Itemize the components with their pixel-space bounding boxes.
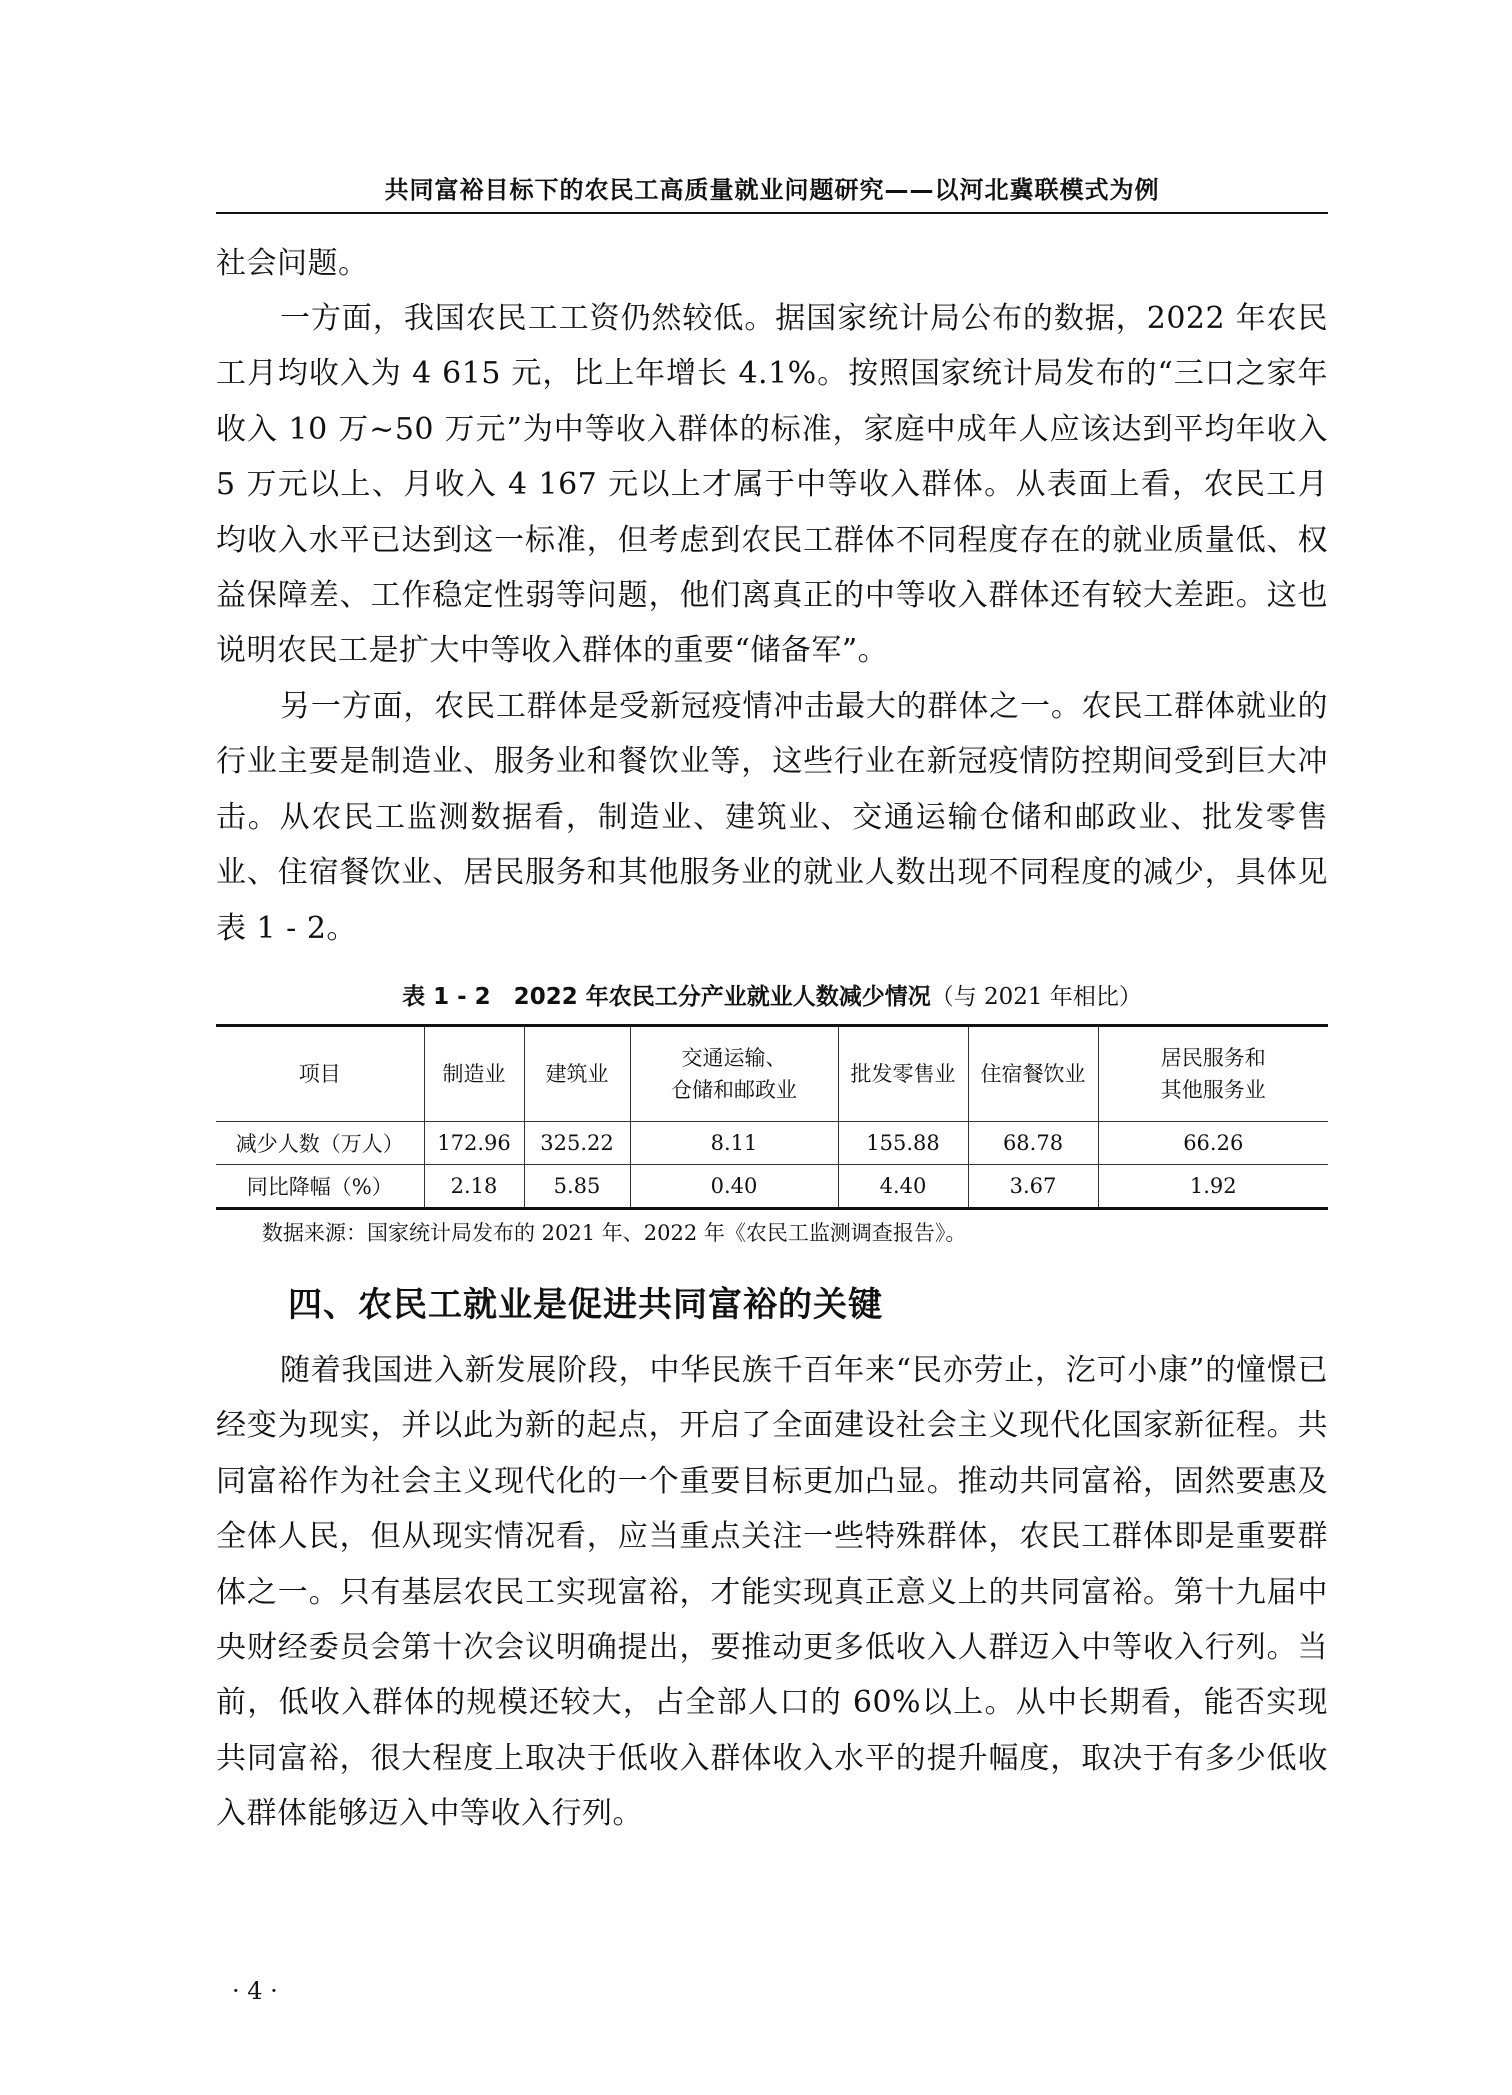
employment-decrease-table <box>216 1024 1328 1210</box>
section-heading: 四、农民工就业是促进共同富裕的关键 <box>288 1285 883 1325</box>
header-services-line2: 其他服务业 <box>1160 1078 1266 1102</box>
header-hospitality: 住宿餐饮业 <box>968 1026 1098 1122</box>
table-header-row <box>216 1026 1328 1122</box>
header-transport <box>630 1026 838 1122</box>
table-caption-note: （与 2021 年相比） <box>930 984 1142 1010</box>
table-cell: 4.40 <box>838 1165 968 1209</box>
table-source-note: 数据来源：国家统计局发布的 2021 年、2022 年《农民工监测调查报告》。 <box>262 1221 967 1245</box>
header-manufacturing: 制造业 <box>424 1026 524 1122</box>
header-wholesale-retail: 批发零售业 <box>838 1026 968 1122</box>
table-cell: 66.26 <box>1098 1122 1328 1165</box>
header-transport-line1: 交通运输、 <box>681 1046 787 1070</box>
table-cell: 155.88 <box>838 1122 968 1165</box>
header-services <box>1098 1026 1328 1122</box>
header-rule <box>216 212 1328 214</box>
paragraph-common-prosperity: 随着我国进入新发展阶段，中华民族千百年来“民亦劳止，汔可小康”的憧憬已经变为现实，并以此为新的起点，开启了全面建设社会主义现代化国家新征程。共同富裕作为社会主义现代化的一个重要目标更加凸显。推动共同富裕，固然要惠及全体人民，但从现实情况看，应当重点关注一些特殊群体，农民工群体即是重要群体之一。只有基层农民工实现富裕，才能实现真正意义上的共同富裕。第十九届中央财经委员会第十次会议明确提出，要推动更多低收入人群迈入中等收入行列。当前，低收入群体的规模还较大，占全部人口的 60%以上。从中长期看，能否实现共同富裕，很大程度上取决于低收入群体收入水平的提升幅度，取决于有多少低收入群体能够迈入中等收入行列。 <box>216 1353 1328 1832</box>
paragraph-covid-impact: 另一方面，农民工群体是受新冠疫情冲击最大的群体之一。农民工群体就业的行业主要是制造业、服务业和餐饮业等，这些行业在新冠疫情防控期间受到巨大冲击。从农民工监测数据看，制造业、建筑业、交通运输仓储和邮政业、批发零售业、住宿餐饮业、居民服务和其他服务业的就业人数出现不同程度的减少，具体见表 1 - 2。 <box>216 689 1328 946</box>
header-item: 项目 <box>216 1026 424 1122</box>
table-cell: 8.11 <box>630 1122 838 1165</box>
header-transport-line2: 仓储和邮政业 <box>671 1078 797 1102</box>
header-services-line1: 居民服务和 <box>1160 1046 1266 1070</box>
paragraph-continuation: 社会问题。 <box>216 246 369 281</box>
table-cell: 1.92 <box>1098 1165 1328 1209</box>
table-cell: 68.78 <box>968 1122 1098 1165</box>
row-label: 同比降幅（%） <box>216 1165 424 1209</box>
table-cell: 0.40 <box>630 1165 838 1209</box>
table-caption <box>216 978 1328 1011</box>
table-caption-title: 表 1 - 2 2022 年农民工分产业就业人数减少情况 <box>402 984 931 1010</box>
page-number: · 4 · <box>232 1977 278 2005</box>
table-row <box>216 1165 1328 1209</box>
table-cell: 325.22 <box>524 1122 630 1165</box>
table-cell: 172.96 <box>424 1122 524 1165</box>
row-label: 减少人数（万人） <box>216 1122 424 1165</box>
table-cell: 3.67 <box>968 1165 1098 1209</box>
table-cell: 5.85 <box>524 1165 630 1209</box>
paragraph-wages: 一方面，我国农民工工资仍然较低。据国家统计局公布的数据，2022 年农民工月均收入为 4 615 元，比上年增长 4.1%。按照国家统计局发布的“三口之家年收入 10 万~50 万元”为中等收入群体的标准，家庭中成年人应该达到平均年收入 5 万元以上、月收入 4 167 元以上才属于中等收入群体。从表面上看，农民工月均收入水平已达到这一标准，但考虑到农民工群体不同程度存在的就业质量低、权益保障差、工作稳定性弱等问题，他们离真正的中等收入群体还有较大差距。这也说明农民工是扩大中等收入群体的重要“储备军”。 <box>216 301 1328 669</box>
header-construction: 建筑业 <box>524 1026 630 1122</box>
table-row <box>216 1122 1328 1165</box>
table-cell: 2.18 <box>424 1165 524 1209</box>
running-header: 共同富裕目标下的农民工高质量就业问题研究——以河北冀联模式为例 <box>384 176 1160 204</box>
